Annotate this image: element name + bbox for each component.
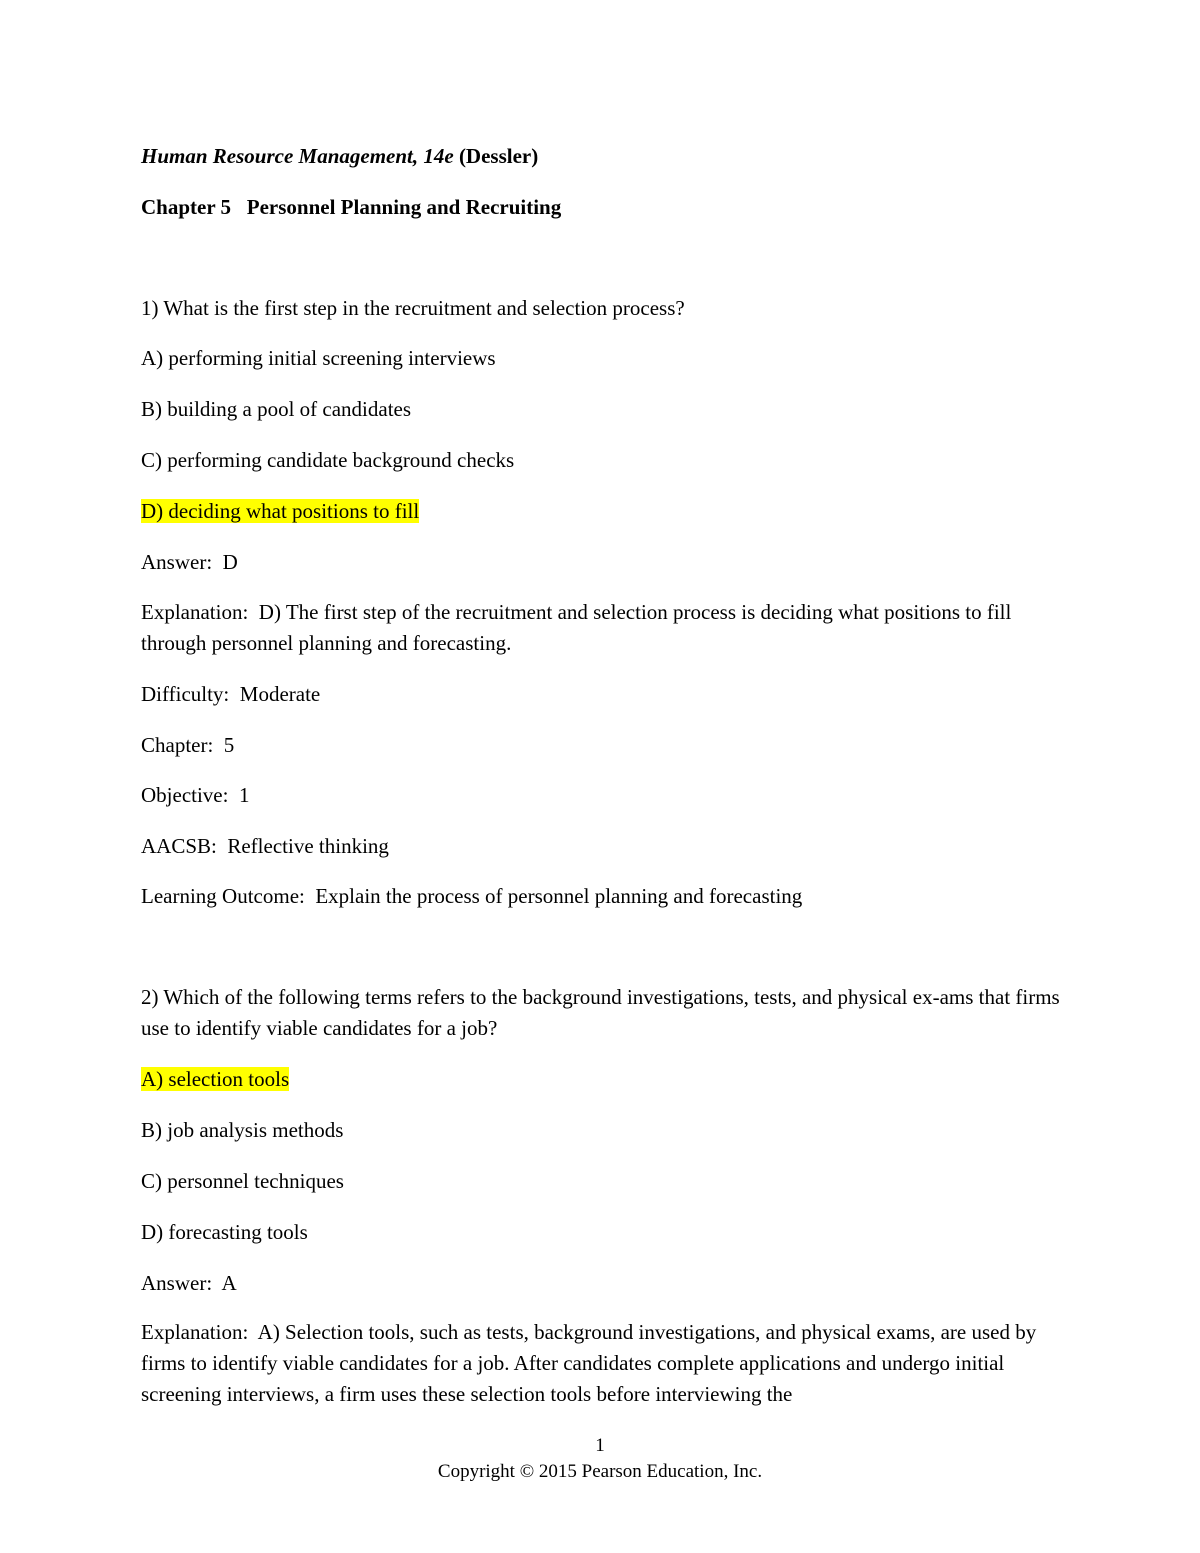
question-1-objective: Objective: 1: [141, 783, 250, 807]
question-2-text: 2) Which of the following terms refers to the background investigations, tests, and physical ex-ams that firms use to identify viable candidates for a job?: [141, 985, 1060, 1040]
correct-answer-highlight: A) selection tools: [141, 1067, 290, 1091]
question-1-chapter: Chapter: 5: [141, 733, 235, 757]
page-number: 1: [595, 1435, 605, 1456]
question-2-option-a: [141, 1063, 289, 1095]
question-1-option-c: C) performing candidate background checks: [141, 448, 515, 472]
book-title: Human Resource Management, 14e: [141, 144, 454, 168]
question-2-option-d: D) forecasting tools: [141, 1220, 308, 1244]
copyright-notice: Copyright © 2015 Pearson Education, Inc.: [437, 1461, 763, 1482]
question-2-explanation: Explanation: A) Selection tools, such as tests, background investigations, and physical exams, are used by firms to identify viable candidates for a job. After candidates complete applications and undergo initial screening interviews, a firm uses these selection tools before interviewing the: [141, 1320, 1042, 1406]
question-1-learning-outcome: Learning Outcome: Explain the process of personnel planning and forecasting: [141, 884, 803, 908]
question-1-option-b: B) building a pool of candidates: [141, 397, 412, 421]
question-2-option-b: B) job analysis methods: [141, 1118, 344, 1142]
question-1-option-a: A) performing initial screening interviews: [141, 346, 496, 370]
question-1-explanation: Explanation: D) The first step of the recruitment and selection process is deciding what positions to fill through personnel planning and forecasting.: [141, 600, 1017, 655]
question-2-answer: Answer: A: [141, 1271, 237, 1295]
book-author: (Dessler): [458, 144, 539, 168]
question-2-option-c: C) personnel techniques: [141, 1169, 344, 1193]
question-1-answer: Answer: D: [141, 550, 238, 574]
question-1-text: 1) What is the first step in the recruitment and selection process?: [141, 296, 685, 320]
question-1-difficulty: Difficulty: Moderate: [141, 682, 321, 706]
correct-answer-highlight: D) deciding what positions to fill: [141, 499, 420, 523]
chapter-heading: Chapter 5 Personnel Planning and Recruiting: [141, 195, 562, 219]
question-1-option-d: [141, 495, 419, 527]
document-title: [141, 140, 538, 172]
question-1-aacsb: AACSB: Reflective thinking: [141, 834, 389, 858]
